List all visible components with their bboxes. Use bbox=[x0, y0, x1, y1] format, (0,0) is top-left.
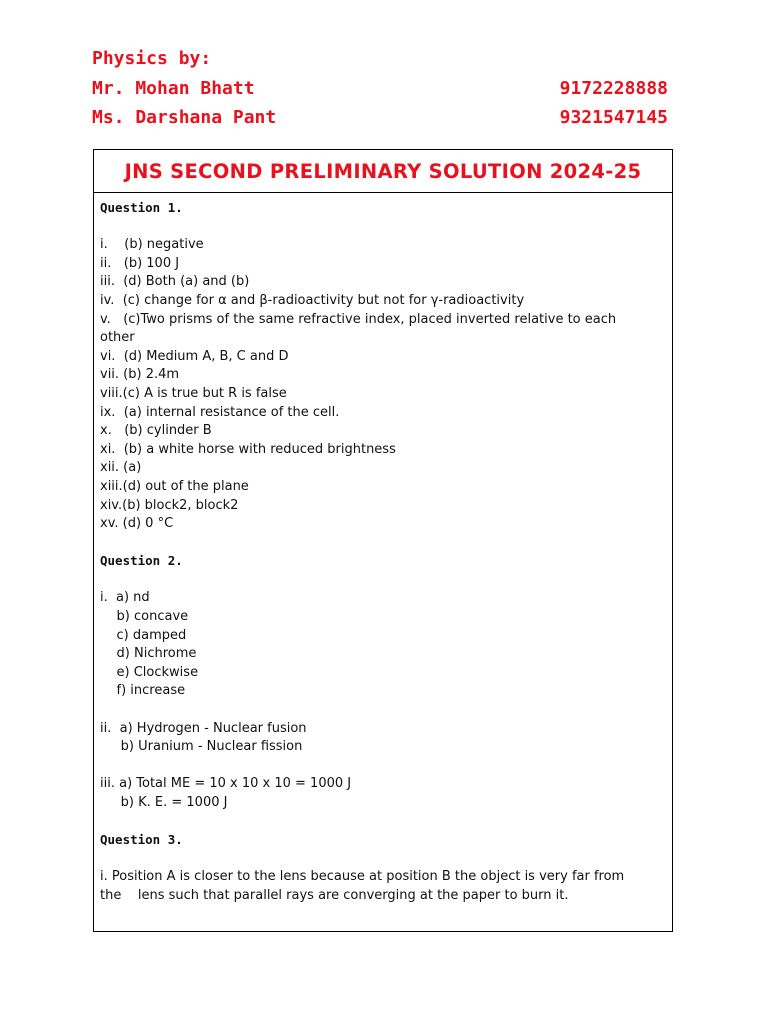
answer-line: iii. (d) Both (a) and (b) bbox=[100, 274, 250, 290]
document-title: JNS SECOND PRELIMINARY SOLUTION 2024-25 bbox=[94, 150, 672, 193]
teacher-phone: 9321547145 bbox=[559, 107, 668, 128]
question-heading: Question 1. bbox=[100, 200, 183, 215]
blank-line bbox=[100, 571, 666, 590]
blank-line bbox=[100, 850, 666, 869]
answer-line: c) damped bbox=[100, 627, 187, 643]
answer-line: v. (c)Two prisms of the same refractive index, placed inverted relative to each bbox=[100, 311, 617, 327]
answer-line: x. (b) cylinder B bbox=[100, 423, 212, 439]
answer-line: i. a) nd bbox=[100, 590, 150, 606]
answer-line: f) increase bbox=[100, 683, 186, 699]
answer-line: xiv.(b) block2, block2 bbox=[100, 497, 239, 513]
teacher-name: Mr. Mohan Bhatt bbox=[92, 77, 255, 99]
answer-line: i. (b) negative bbox=[100, 237, 204, 253]
answer-line: the lens such that parallel rays are converging at the paper to burn it. bbox=[100, 887, 569, 903]
solution-body bbox=[94, 193, 672, 906]
answer-line: xiii.(d) out of the plane bbox=[100, 478, 249, 494]
blank-line bbox=[100, 701, 666, 720]
question-heading: Question 2. bbox=[100, 553, 183, 569]
teacher-name: Ms. Darshana Pant bbox=[92, 107, 277, 128]
blank-line bbox=[100, 757, 666, 776]
answer-line: b) concave bbox=[100, 609, 189, 625]
answer-line: xi. (b) a white horse with reduced brightness bbox=[100, 441, 396, 457]
page-header bbox=[92, 44, 668, 133]
answer-line: xv. (d) 0 °C bbox=[100, 516, 174, 532]
answer-line: iii. a) Total ME = 10 x 10 x 10 = 1000 J bbox=[100, 776, 352, 792]
teacher-row bbox=[92, 103, 668, 133]
answer-line: other bbox=[100, 330, 135, 346]
answer-line: ix. (a) internal resistance of the cell. bbox=[100, 404, 340, 420]
blank-line bbox=[100, 218, 666, 237]
answer-line: d) Nichrome bbox=[100, 646, 197, 662]
answer-line: vii. (b) 2.4m bbox=[100, 367, 180, 383]
answer-line: ii. (b) 100 J bbox=[100, 255, 180, 271]
teacher-phone: 9172228888 bbox=[559, 77, 668, 99]
solution-box bbox=[93, 149, 673, 932]
subject-label: Physics by: bbox=[92, 48, 212, 69]
subject-line bbox=[92, 44, 668, 74]
answer-line: vi. (d) Medium A, B, C and D bbox=[100, 348, 289, 364]
question-heading: Question 3. bbox=[100, 832, 183, 848]
answer-line: b) Uranium - Nuclear fission bbox=[100, 739, 303, 755]
answer-line: e) Clockwise bbox=[100, 664, 199, 680]
blank-line bbox=[100, 534, 666, 553]
answer-line: viii.(c) A is true but R is false bbox=[100, 385, 287, 401]
answer-line: ii. a) Hydrogen - Nuclear fusion bbox=[100, 720, 307, 736]
blank-line bbox=[100, 813, 666, 832]
answer-line: xii. (a) bbox=[100, 460, 142, 476]
teacher-row bbox=[92, 74, 668, 104]
answer-line: b) K. E. = 1000 J bbox=[100, 795, 228, 810]
answer-line: i. Position A is closer to the lens because at position B the object is very far from bbox=[100, 869, 625, 885]
answer-line: iv. (c) change for α and β-radioactivity but not for γ-radioactivity bbox=[100, 292, 525, 308]
